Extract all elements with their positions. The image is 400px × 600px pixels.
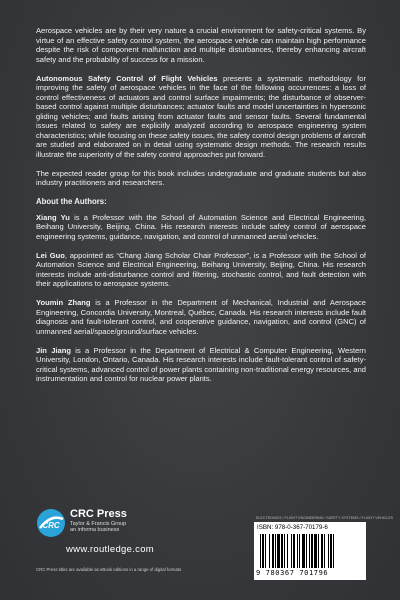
author-bio-text: is a Professor with the School of Automation Science and Electrical Engineering, Beihang University, Beijing, China. His research interests include safety control of aerospace engineering systems, guidance, navigation, and control of unmanned aerial vehicles. bbox=[36, 212, 366, 241]
barcode-number: 9 780367 701796 bbox=[256, 569, 329, 577]
author-bio bbox=[36, 251, 366, 289]
author-bio-text: is a Professor in the Department of Mechanical, Industrial and Aerospace Engineering, Concordia University, Montreal, Québec, Canada. His research interests include fault diagnosis and fault-tolerant control, and cooperative guidance, navigation, and control (GNC) of unmanned aerial/space/ground/surface vehicles. bbox=[36, 298, 366, 336]
readers-paragraph: The expected reader group for this book includes undergraduate and graduate students but also industry practitioners and researchers. bbox=[36, 168, 366, 187]
barcode-box bbox=[254, 522, 366, 580]
author-name: Xiang Yu bbox=[36, 212, 70, 222]
intro-paragraph: Aerospace vehicles are by their very nature a crucial environment for safety-critical systems. By virtue of an effective safety control system, the aerospace vehicle can maintain high performance despite the risk of component malfunction and multiple disturbances, thereby enhancing aircraft safety and the probability of success for a mission. bbox=[36, 26, 366, 64]
barcode-icon bbox=[260, 534, 360, 568]
subject-category: ELECTRONICS / FLIGHT ENGINEERING / SAFETY SYSTEMS / FLIGHT VEHICLES bbox=[256, 516, 393, 520]
publisher-group: Taylor & Francis Group bbox=[70, 521, 127, 527]
book-title: Autonomous Safety Control of Flight Vehicles bbox=[36, 73, 218, 83]
author-bio bbox=[36, 346, 366, 384]
publisher-name: CRC Press bbox=[70, 508, 127, 520]
description-text: presents a systematic methodology for improving the safety of aerospace vehicles in the face of the following occurrences: a loss of control effectiveness of actuators and control surface impairments; the disturbance of observer-based control against multiple disturbances; actuator faults and model uncertainties in hypersonic gliding vehicles; and faults arising from actuator faults and sensor faults. Several fundamental issues related to safety are explicitly analyzed according to aerospace engineering system characteristics; while focusing on these safety issues, the safety control design problems of aircraft are studied and elaborated on in detail using systematic design methods. The research results illustrate the superiority of the safety control approaches put forward. bbox=[36, 73, 366, 159]
crc-logo-icon bbox=[36, 508, 66, 538]
publisher-tagline: an informa business bbox=[70, 527, 120, 533]
publisher-block bbox=[36, 508, 196, 558]
author-bio bbox=[36, 298, 366, 336]
author-name: Lei Guo bbox=[36, 250, 65, 260]
ebook-footnote: CRC Press titles are available as eBook editions in a range of digital formats bbox=[36, 567, 182, 572]
author-name: Youmin Zhang bbox=[36, 298, 91, 307]
description-paragraph bbox=[36, 74, 366, 160]
author-bio-text: is a Professor in the Department of Electrical & Computer Engineering, Western University, London, Ontario, Canada. His research interests include fault-tolerant control of safety-critical systems, advanced control of power plants containing non-traditional energy resources, and instrumentation and control for nuclear power plants. bbox=[36, 345, 366, 383]
isbn-text: ISBN: 978-0-367-70179-6 bbox=[257, 524, 328, 531]
author-name: Jin Jiang bbox=[36, 345, 71, 355]
authors-heading: About the Authors: bbox=[36, 197, 107, 206]
author-bio-text: , appointed as “Chang Jiang Scholar Chair Professor”, is a Professor with the School of Automation Science and Electrical Engineering, Beihang University, Beijing, China. His research interests include anti-disturbance control and filtering, stochastic control, and fault detection with their applications to aerospace systems. bbox=[36, 250, 366, 288]
back-cover-text bbox=[36, 26, 366, 393]
author-bio bbox=[36, 213, 366, 242]
logo-text: CRC bbox=[42, 521, 60, 530]
publisher-url: www.routledge.com bbox=[66, 544, 154, 555]
